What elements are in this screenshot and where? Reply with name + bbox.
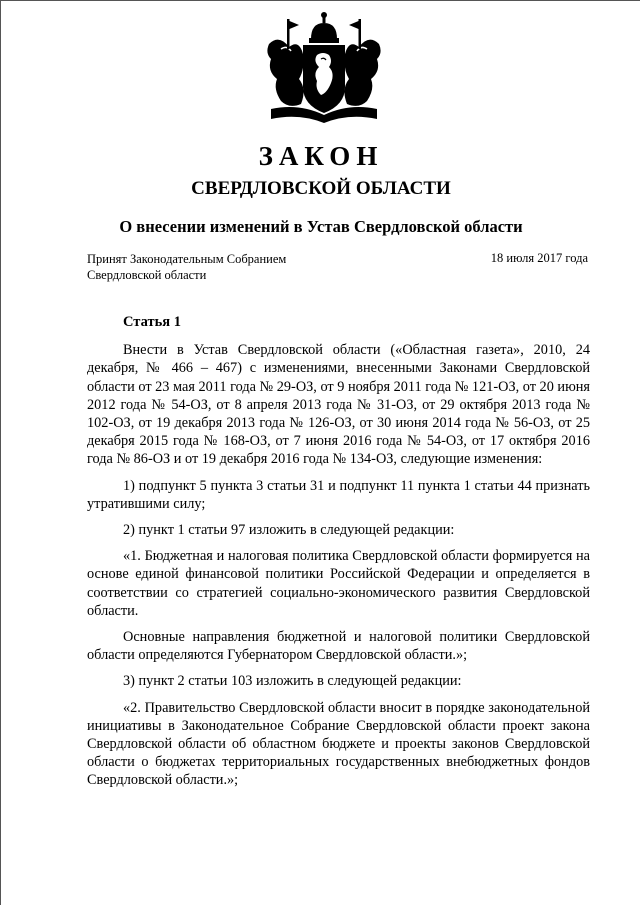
law-subject: О внесении изменений в Устав Свердловской области (119, 217, 523, 236)
paragraph: 1) подпункт 5 пункта 3 статьи 31 и подпункт 11 пункта 1 статьи 44 признать утратившими силу; (87, 477, 590, 512)
adoption-date: 18 июля 2017 года (490, 251, 588, 265)
article-body (87, 313, 590, 798)
article-heading: Статья 1 (123, 314, 181, 330)
document-title: ЗАКОН (258, 141, 384, 171)
paragraph: «2. Правительство Свердловской области вносит в порядке законодательной инициативы в Законодательное Собрание Свердловской области проект закона Свердловской области об областном бюджете и проекты законов Свердловской области о бюджетах территориальных государственных внебюджетных фондов Свердловской области.»; (87, 699, 590, 789)
coat-of-arms-icon (259, 9, 389, 129)
adoption-line-2: Свердловской области (87, 268, 207, 282)
paragraph: Основные направления бюджетной и налоговой политики Свердловской области определяются Губернатором Свердловской области.»; (87, 629, 590, 664)
paragraph: 3) пункт 2 статьи 103 изложить в следующей редакции: (123, 673, 462, 690)
paragraph: Внести в Устав Свердловской области («Областная газета», 2010, 24 декабря, № 466 – 467) с изменениями, внесенными Законами Свердловской области от 23 мая 2011 года № 29-ОЗ, от 9 ноября 2011 года № 121-ОЗ, от 20 июня 2012 года № 54-ОЗ, от 8 апреля 2013 года № 31-ОЗ, от 29 октября 2013 года № 102-ОЗ, от 19 декабря 2013 года № 126-ОЗ, от 30 июня 2014 года № 56-ОЗ, от 25 декабря 2015 года № 168-ОЗ, от 7 июня 2016 года № 54-ОЗ, от 17 октября 2016 года № 86-ОЗ и от 19 декабря 2016 года № 134-ОЗ, следующие изменения: (87, 342, 590, 468)
paragraph: 2) пункт 1 статьи 97 изложить в следующей редакции: (123, 522, 455, 539)
paragraph: «1. Бюджетная и налоговая политика Свердловской области формируется на основе единой финансовой политики Российской Федерации и определяется в соответствии со стратегией социально-экономического развития Свердловской области. (87, 548, 590, 619)
adoption-info (87, 251, 286, 283)
adoption-line-1: Принят Законодательным Собранием (87, 252, 287, 266)
region-title: СВЕРДЛОВСКОЙ ОБЛАСТИ (191, 178, 451, 199)
